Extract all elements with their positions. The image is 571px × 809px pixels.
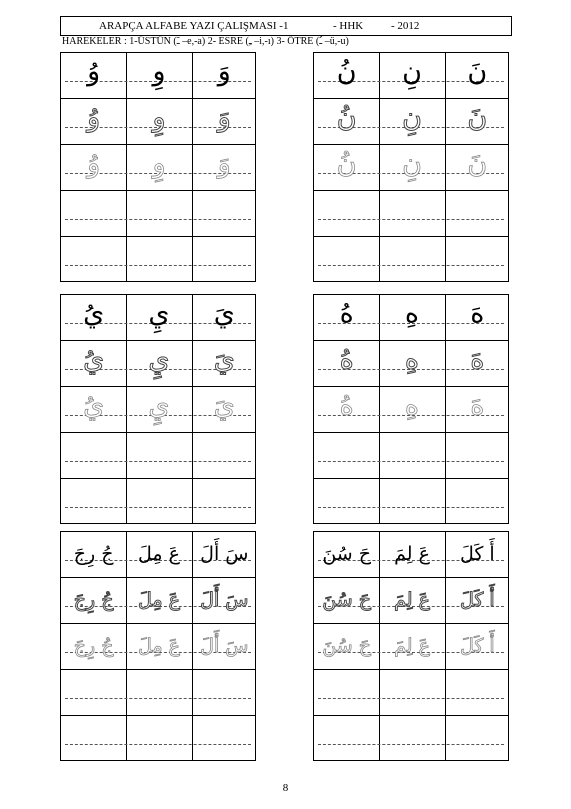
letter-sample: وَ — [217, 56, 231, 87]
letter-sample: نَ — [467, 56, 488, 87]
letter-sample: جُ رِجَ — [73, 543, 114, 565]
letter-trace: يِ — [148, 390, 170, 421]
example-row — [61, 295, 255, 341]
writing-guide-line — [65, 507, 251, 508]
letter-sample: يَ — [213, 298, 235, 329]
practice-block — [60, 294, 256, 524]
letter-trace: نِ — [402, 148, 422, 179]
letter-sample: هَ — [470, 298, 485, 329]
letter-trace: عَ مِلَ — [138, 635, 180, 657]
letter-sample: هِ — [404, 298, 420, 329]
example-row — [61, 387, 255, 433]
example-row — [314, 53, 508, 99]
practice-block — [60, 531, 256, 761]
letter-trace: هُ — [339, 344, 354, 375]
letter-sample: يُ — [83, 298, 105, 329]
writing-row[interactable] — [61, 670, 255, 716]
letter-trace: سَ أَلَ — [200, 589, 249, 611]
letter-trace: يِ — [148, 344, 170, 375]
example-row — [314, 145, 508, 191]
letter-trace: يَ — [213, 390, 235, 421]
letter-trace: حَ سُنَ — [322, 589, 372, 611]
letter-trace: نُ — [336, 148, 357, 179]
letter-trace: عَ مِلَ — [138, 589, 180, 611]
writing-guide-line — [65, 461, 251, 462]
writing-guide-line — [65, 744, 251, 745]
letter-trace: عَ لِمَ — [394, 635, 430, 657]
example-row — [314, 624, 508, 670]
example-row — [61, 53, 255, 99]
example-row — [314, 295, 508, 341]
author: - HHK — [333, 20, 364, 32]
writing-guide-line — [65, 265, 251, 266]
letter-trace: نَ — [467, 102, 488, 133]
letter-trace: هِ — [404, 344, 420, 375]
example-row — [61, 624, 255, 670]
harekeler-legend: HAREKELER : 1-ÜSTÜN (ـَ –e,-a) 2- ESRE (ـِ –i,-ı) 3- ÖTRE (ـُ –ü,-u) — [62, 36, 349, 47]
example-row — [314, 99, 508, 145]
letter-trace: أَ كَلَ — [459, 635, 495, 657]
year: - 2012 — [391, 20, 420, 32]
letter-trace: وُ — [87, 102, 101, 133]
letter-trace: نُ — [336, 102, 357, 133]
page-number: 8 — [282, 782, 289, 794]
writing-row[interactable] — [314, 191, 508, 237]
writing-guide-line — [65, 219, 251, 220]
writing-guide-line — [318, 265, 504, 266]
letter-sample: نِ — [402, 56, 422, 87]
practice-block — [313, 531, 509, 761]
example-row — [314, 578, 508, 624]
example-row — [314, 532, 508, 578]
letter-trace: أَ كَلَ — [459, 589, 495, 611]
writing-row[interactable] — [314, 716, 508, 762]
writing-guide-line — [318, 461, 504, 462]
letter-sample: نُ — [336, 56, 357, 87]
example-row — [314, 387, 508, 433]
letter-trace: عَ لِمَ — [394, 589, 430, 611]
letter-trace: نَ — [467, 148, 488, 179]
worksheet-title: ARAPÇA ALFABE YAZI ÇALIŞMASI -1 — [99, 20, 289, 32]
letter-sample: حَ سُنَ — [322, 543, 372, 565]
writing-row[interactable] — [314, 479, 508, 525]
letter-trace: يُ — [83, 344, 105, 375]
letter-sample: وِ — [152, 56, 166, 87]
writing-row[interactable] — [314, 433, 508, 479]
writing-guide-line — [318, 219, 504, 220]
letter-sample: عَ لِمَ — [394, 543, 430, 565]
writing-row[interactable] — [61, 237, 255, 283]
letter-trace: هَ — [470, 344, 485, 375]
writing-guide-line — [65, 698, 251, 699]
writing-guide-line — [318, 698, 504, 699]
example-row — [314, 341, 508, 387]
letter-trace: وُ — [87, 148, 101, 179]
practice-block — [60, 52, 256, 282]
letter-trace: هَ — [470, 390, 485, 421]
letter-sample: أَ كَلَ — [459, 543, 495, 565]
writing-guide-line — [318, 744, 504, 745]
letter-trace: يُ — [83, 390, 105, 421]
letter-sample: سَ أَلَ — [200, 543, 249, 565]
letter-trace: جُ رِجَ — [73, 589, 114, 611]
letter-trace: هُ — [339, 390, 354, 421]
letter-sample: عَ مِلَ — [138, 543, 180, 565]
example-row — [61, 99, 255, 145]
letter-trace: وِ — [152, 148, 166, 179]
practice-block — [313, 294, 509, 524]
example-row — [61, 341, 255, 387]
example-row — [61, 578, 255, 624]
writing-row[interactable] — [61, 433, 255, 479]
writing-row[interactable] — [61, 479, 255, 525]
letter-trace: وَ — [217, 148, 231, 179]
letter-trace: نِ — [402, 102, 422, 133]
letter-trace: سَ أَلَ — [200, 635, 249, 657]
example-row — [61, 145, 255, 191]
letter-trace: حَ سُنَ — [322, 635, 372, 657]
letter-sample: هُ — [339, 298, 354, 329]
writing-row[interactable] — [314, 237, 508, 283]
writing-row[interactable] — [61, 191, 255, 237]
letter-trace: يَ — [213, 344, 235, 375]
example-row — [61, 532, 255, 578]
letter-trace: وِ — [152, 102, 166, 133]
letter-sample: يِ — [148, 298, 170, 329]
writing-row[interactable] — [314, 670, 508, 716]
letter-trace: وَ — [217, 102, 231, 133]
letter-trace: هِ — [404, 390, 420, 421]
letter-sample: وُ — [87, 56, 101, 87]
letter-trace: جُ رِجَ — [73, 635, 114, 657]
title-box — [60, 16, 512, 36]
practice-block — [313, 52, 509, 282]
writing-row[interactable] — [61, 716, 255, 762]
writing-guide-line — [318, 507, 504, 508]
